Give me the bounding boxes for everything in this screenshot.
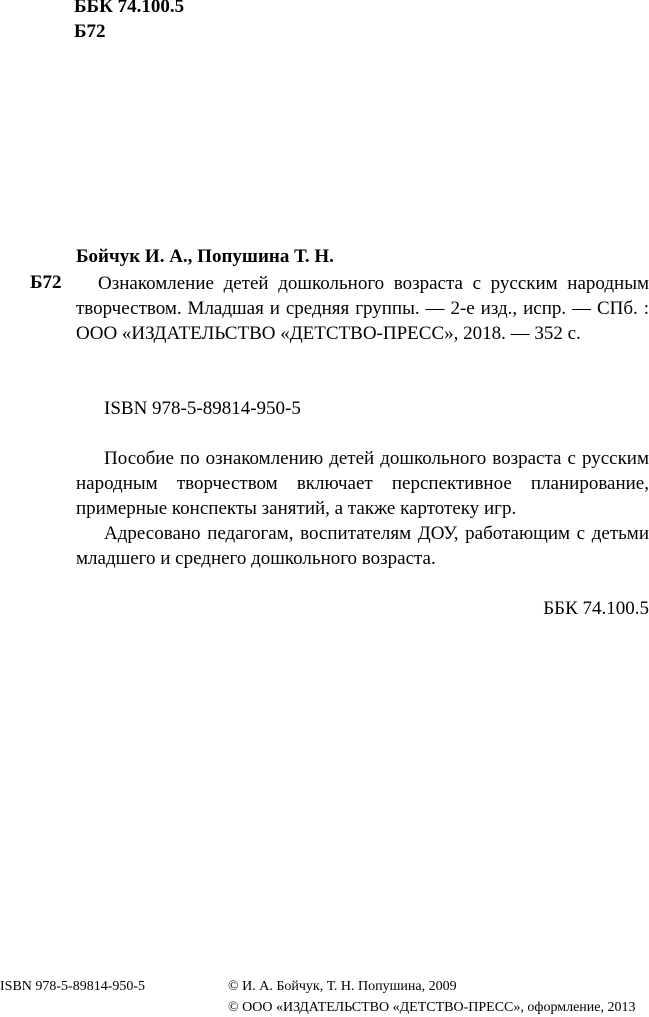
isbn-line: ISBN 978-5-89814-950-5 <box>104 398 301 419</box>
bbk-index-bottom: ББК 74.100.5 <box>543 598 649 619</box>
bibliographic-description <box>76 271 649 346</box>
bbk-index-top: ББК 74.100.5 <box>74 0 185 17</box>
description-text: Ознакомление детей дошкольного возраста с русским народным творчеством. Младшая и средняя группы. — 2-е изд., испр. — СПб. : ООО «ИЗДАТЕЛЬСТВО «ДЕТСТВО-ПРЕСС», 2018. — 352 с. <box>76 273 649 344</box>
author-code-mark: Б72 <box>30 272 62 293</box>
authors-heading: Бойчук И. А., Попушина Т. Н. <box>76 246 334 267</box>
copyright-publisher: © ООО «ИЗДАТЕЛЬСТВО «ДЕТСТВО-ПРЕСС», оформление, 2013 <box>228 1000 636 1015</box>
author-code-top: Б72 <box>74 21 106 42</box>
annotation-block <box>76 446 649 571</box>
footer-isbn: ISBN 978-5-89814-950-5 <box>0 979 146 994</box>
annotation-paragraph-1: Пособие по ознакомлению детей дошкольного возраста с русским народным творчеством включает перспективное планирование, примерные конспекты занятий, а также картотеку игр. <box>76 448 649 519</box>
copyright-authors: © И. А. Бойчук, Т. Н. Попушина, 2009 <box>228 979 457 994</box>
annotation-paragraph-2: Адресовано педагогам, воспитателям ДОУ, работающим с детьми младшего и среднего дошкольного возраста. <box>76 523 649 569</box>
